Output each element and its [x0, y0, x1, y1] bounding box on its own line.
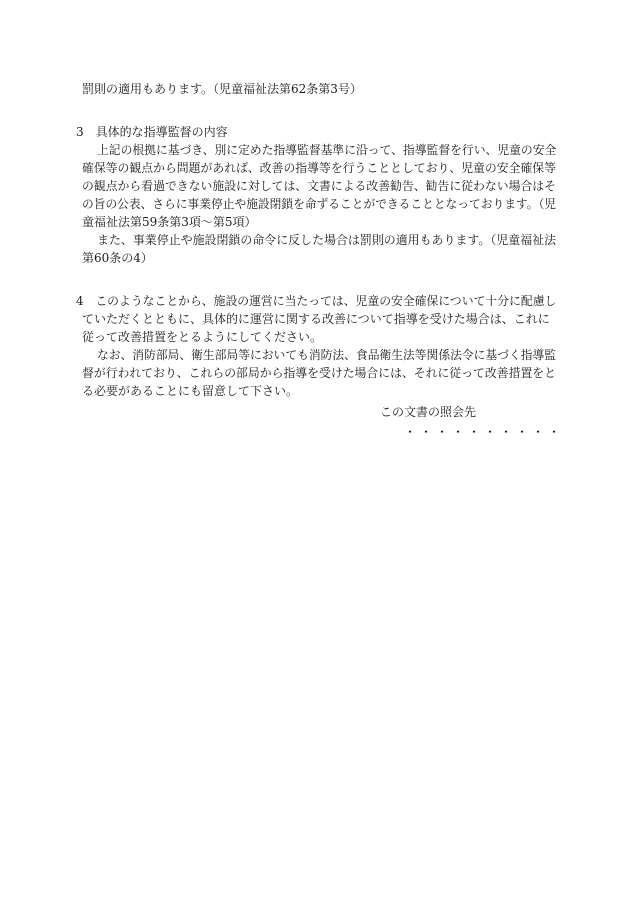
text-line: の観点から看過できない施設に対しては、文書による改善勧告、勧告に従わない場合はそ — [82, 179, 557, 193]
text-line: 上記の根拠に基づき、別に定めた指導監督基準に沿って、指導監督を行い、児童の安全 — [97, 143, 557, 157]
text-line: 童福祉法第59条第3項～第5項） — [82, 215, 257, 229]
text-line: 督が行われており、これらの部局から指導を受けた場合には、それに従って改善措置をと — [82, 366, 557, 380]
text-line: ていただくとともに、具体的に運営に関する改善について指導を受けた場合は、これに — [82, 312, 550, 326]
section-heading-4: 4 このようなことから、施設の運営に当たっては、児童の安全確保について十分に配慮し — [76, 294, 557, 308]
text-line: 罰則の適用もあります。（児童福祉法第62条第3号） — [82, 82, 362, 96]
text-line: の旨の公表、さらに事業停止や施設閉鎖を命ずることができることとなっております。（児 — [82, 197, 557, 211]
contact-dots: ・・・・・・・・・・ — [404, 425, 565, 439]
text-line: る必要があることにも留意して下さい。 — [82, 384, 299, 398]
text-line: 確保等の観点から問題があれば、改善の指導等を行うこととしており、児童の安全確保等 — [82, 161, 557, 175]
contact-label: この文書の照会先 — [380, 405, 477, 419]
text-line: 第60条の4） — [82, 251, 153, 265]
text-line: なお、消防部局、衛生部局等においても消防法、食品衛生法等関係法令に基づく指導監 — [97, 348, 557, 362]
text-line: 従って改善措置をとるようにしてください。 — [82, 330, 323, 344]
text-line: また、事業停止や施設閉鎖の命令に反した場合は罰則の適用もあります。（児童福祉法 — [97, 233, 557, 247]
section-heading-3: 3 具体的な指導監督の内容 — [76, 125, 228, 139]
